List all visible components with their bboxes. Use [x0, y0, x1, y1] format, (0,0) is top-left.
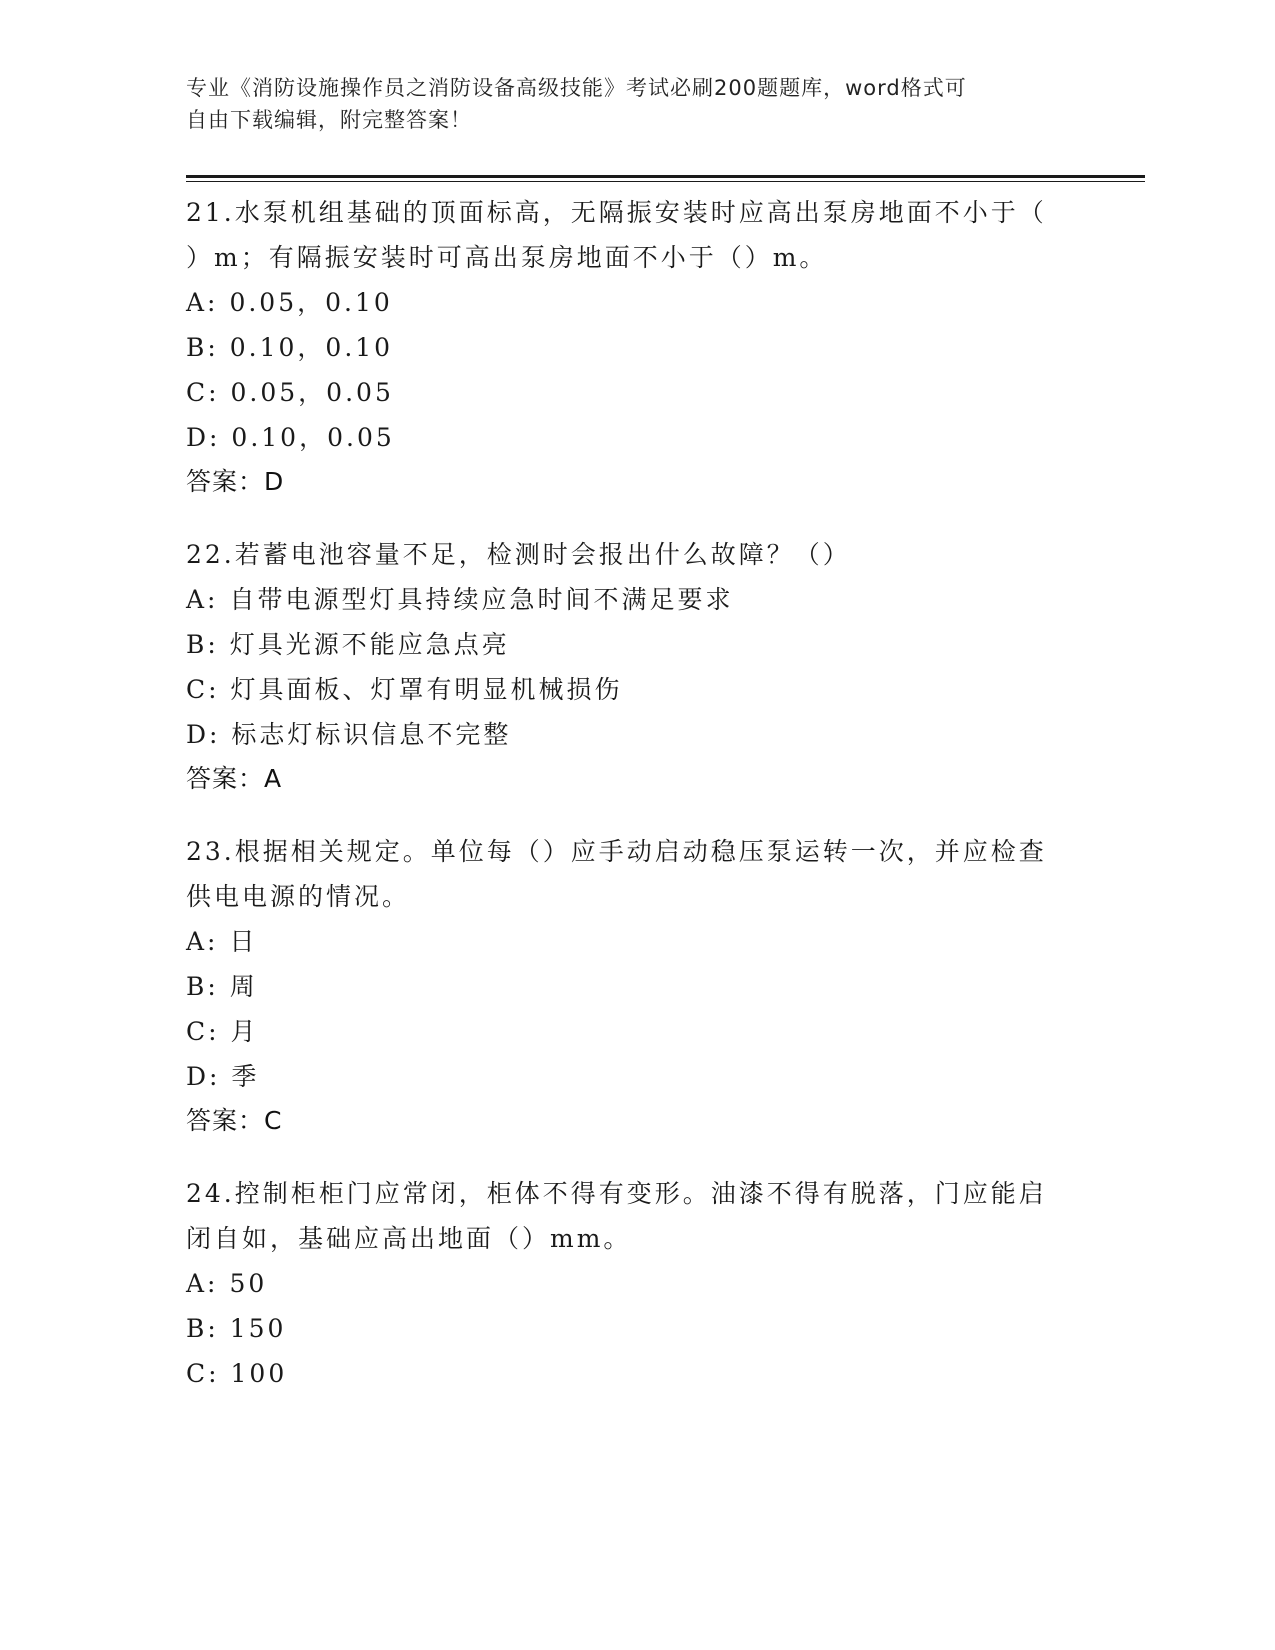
- question-text-line: ）m；有隔振安装时可高出泵房地面不小于（）m。: [186, 243, 828, 272]
- header-line-2: 自由下载编辑，附完整答案！: [186, 108, 472, 132]
- option-a: [186, 577, 1066, 622]
- option-d: [186, 415, 1066, 460]
- option-c: [186, 1351, 1066, 1396]
- option-a: [186, 1261, 1066, 1306]
- option-value: 标志灯标识信息不完整: [231, 720, 512, 749]
- option-b: [186, 964, 1066, 1009]
- question-text-line: 23.根据相关规定。单位每（）应手动启动稳压泵运转一次，并应检查: [186, 837, 1047, 866]
- option-value: 0.10，0.10: [229, 333, 394, 362]
- question-21: [186, 190, 1066, 504]
- option-key: A:: [186, 585, 219, 614]
- question-text-line: 21.水泵机组基础的顶面标高，无隔振安装时应高出泵房地面不小于（: [186, 198, 1047, 227]
- option-value: 150: [229, 1314, 287, 1343]
- option-d: [186, 712, 1066, 757]
- option-key: D:: [186, 720, 221, 749]
- option-value: 灯具光源不能应急点亮: [229, 630, 510, 659]
- option-a: [186, 919, 1066, 964]
- answer-line: 答案：D: [186, 467, 285, 496]
- option-key: A:: [186, 927, 219, 956]
- question-text-line: 供电电源的情况。: [186, 882, 411, 911]
- option-key: A:: [186, 1269, 219, 1298]
- option-key: B:: [186, 972, 219, 1001]
- option-value: 周: [229, 972, 258, 1001]
- header-rule-thin: [186, 181, 1145, 182]
- option-key: B:: [186, 1314, 219, 1343]
- header-rule-thick: [186, 175, 1145, 178]
- question-24: [186, 1171, 1066, 1396]
- option-key: C:: [186, 1359, 220, 1388]
- option-c: [186, 667, 1066, 712]
- option-d: [186, 1054, 1066, 1099]
- option-key: C:: [186, 1017, 220, 1046]
- option-value: 0.10，0.05: [231, 423, 395, 452]
- option-a: [186, 280, 1066, 325]
- option-value: 季: [231, 1062, 260, 1091]
- option-key: D:: [186, 1062, 221, 1091]
- option-key: B:: [186, 630, 219, 659]
- option-b: [186, 1306, 1066, 1351]
- question-text-line: 闭自如，基础应高出地面（）mm。: [186, 1224, 632, 1253]
- question-text-line: 24.控制柜柜门应常闭，柜体不得有变形。油漆不得有脱落，门应能启: [186, 1179, 1047, 1208]
- option-key: C:: [186, 675, 220, 704]
- option-value: 100: [230, 1359, 288, 1388]
- question-text-line: 22.若蓄电池容量不足，检测时会报出什么故障？（）: [186, 540, 851, 569]
- header-line-1: 专业《消防设施操作员之消防设备高级技能》考试必刷200题题库，word格式可: [186, 76, 967, 100]
- answer-line: 答案：C: [186, 1106, 283, 1135]
- option-c: [186, 1009, 1066, 1054]
- option-value: 月: [230, 1017, 259, 1046]
- option-value: 0.05，0.05: [230, 378, 394, 407]
- option-b: [186, 325, 1066, 370]
- option-b: [186, 622, 1066, 667]
- option-key: A:: [186, 288, 219, 317]
- option-c: [186, 370, 1066, 415]
- option-value: 50: [229, 1269, 268, 1298]
- document-header: [186, 72, 1066, 136]
- question-list: [186, 190, 1066, 1424]
- option-value: 灯具面板、灯罩有明显机械损伤: [230, 675, 623, 704]
- option-key: B:: [186, 333, 219, 362]
- question-22: [186, 532, 1066, 801]
- option-value: 0.05，0.10: [229, 288, 393, 317]
- option-key: C:: [186, 378, 220, 407]
- answer-line: 答案：A: [186, 764, 283, 793]
- option-key: D:: [186, 423, 221, 452]
- option-value: 日: [229, 927, 258, 956]
- question-23: [186, 829, 1066, 1143]
- option-value: 自带电源型灯具持续应急时间不满足要求: [229, 585, 734, 614]
